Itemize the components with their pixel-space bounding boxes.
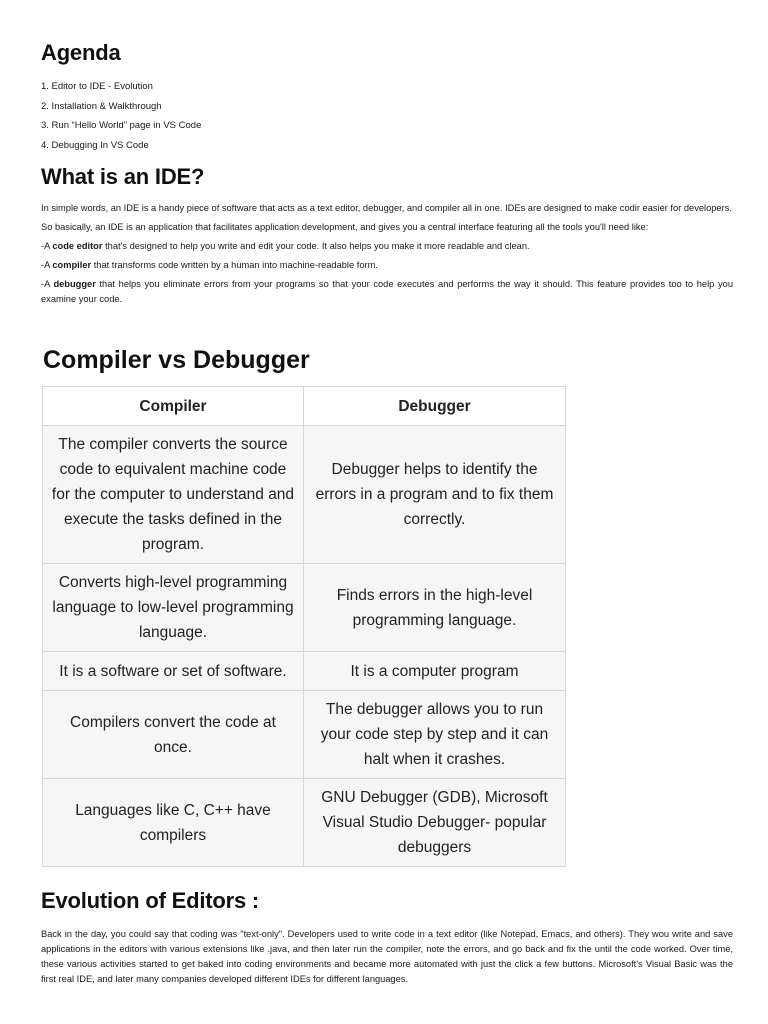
agenda-list xyxy=(41,80,201,158)
table-row xyxy=(43,691,566,779)
table-row xyxy=(43,426,566,564)
table-row xyxy=(43,779,566,867)
table-cell: It is a software or set of software. xyxy=(43,652,304,691)
ide-bullet-debugger xyxy=(41,277,733,306)
evolution-heading: Evolution of Editors : xyxy=(41,888,260,913)
table-row xyxy=(43,652,566,691)
evolution-paragraph: Back in the day, you could say that coding was "text-only". Developers used to write code in a text editor (like Notepad, Emacs, and others). They wou write and save applications in the editors with various extensions like .java, and then later run the compiler, note the errors, and go back and fix the until the code worked. Over time, these various activities started to get baked into coding environments and became more automated with just the click a few buttons. Microsoft's Visual Basic was the first real IDE, and later many companies developed different IDEs for different languages. xyxy=(41,929,733,984)
ide-bullet-code-editor xyxy=(41,239,733,254)
bullet-text: that transforms code written by a human into machine-readable form. xyxy=(91,260,378,270)
agenda-item: 2. Installation & Walkthrough xyxy=(41,100,162,112)
comparison-table xyxy=(42,386,566,867)
table-cell: GNU Debugger (GDB), Microsoft Visual Studio Debugger- popular debuggers xyxy=(304,779,566,867)
bullet-term: debugger xyxy=(53,279,96,289)
comparison-title: Compiler vs Debugger xyxy=(43,346,310,374)
column-header-debugger: Debugger xyxy=(304,387,566,426)
table-cell: The compiler converts the source code to equivalent machine code for the computer to understand and execute the tasks defined in the program. xyxy=(43,426,304,564)
table-cell: Converts high-level programming language to low-level programming language. xyxy=(43,564,304,652)
table-header-row xyxy=(43,387,566,426)
agenda-item: 4. Debugging In VS Code xyxy=(41,139,149,151)
bullet-prefix: -A xyxy=(41,241,53,251)
table-cell: Languages like C, C++ have compilers xyxy=(43,779,304,867)
table-cell: Finds errors in the high-level programming language. xyxy=(304,564,566,652)
bullet-term: compiler xyxy=(52,260,92,270)
bullet-prefix: -A xyxy=(41,260,53,270)
column-header-compiler: Compiler xyxy=(43,387,304,426)
compiler-vs-debugger-figure xyxy=(41,338,568,867)
ide-heading: What is an IDE? xyxy=(41,164,205,189)
ide-paragraph: So basically, an IDE is an application that facilitates application development, and gives you a central interface featuring all the tools you'll need like: xyxy=(41,222,649,232)
table-cell: The debugger allows you to run your code step by step and it can halt when it crashes. xyxy=(304,691,566,779)
bullet-text: that's designed to help you write and edit your code. It also helps you make it more readable and clean. xyxy=(102,241,530,251)
agenda-item: 3. Run “Hello World” page in VS Code xyxy=(41,120,202,131)
bullet-text: that helps you eliminate errors from your programs so that your code executes and performs the way it should. This feature provides too to help you examine your code. xyxy=(41,279,733,304)
bullet-prefix: -A xyxy=(41,279,54,289)
table-cell: Debugger helps to identify the errors in a program and to fix them correctly. xyxy=(304,426,566,564)
ide-paragraph: In simple words, an IDE is a handy piece of software that acts as a text editor, debugger, and compiler all in one. IDEs are designed to make codir easier for developers. xyxy=(41,203,732,213)
agenda-item: 1. Editor to IDE - Evolution xyxy=(41,81,153,92)
bullet-term: code editor xyxy=(52,241,103,251)
ide-body xyxy=(41,201,733,311)
ide-bullet-compiler xyxy=(41,258,733,273)
table-row xyxy=(43,564,566,652)
table-cell: It is a computer program xyxy=(304,652,566,691)
table-cell: Compilers convert the code at once. xyxy=(43,691,304,779)
agenda-heading: Agenda xyxy=(41,40,121,65)
